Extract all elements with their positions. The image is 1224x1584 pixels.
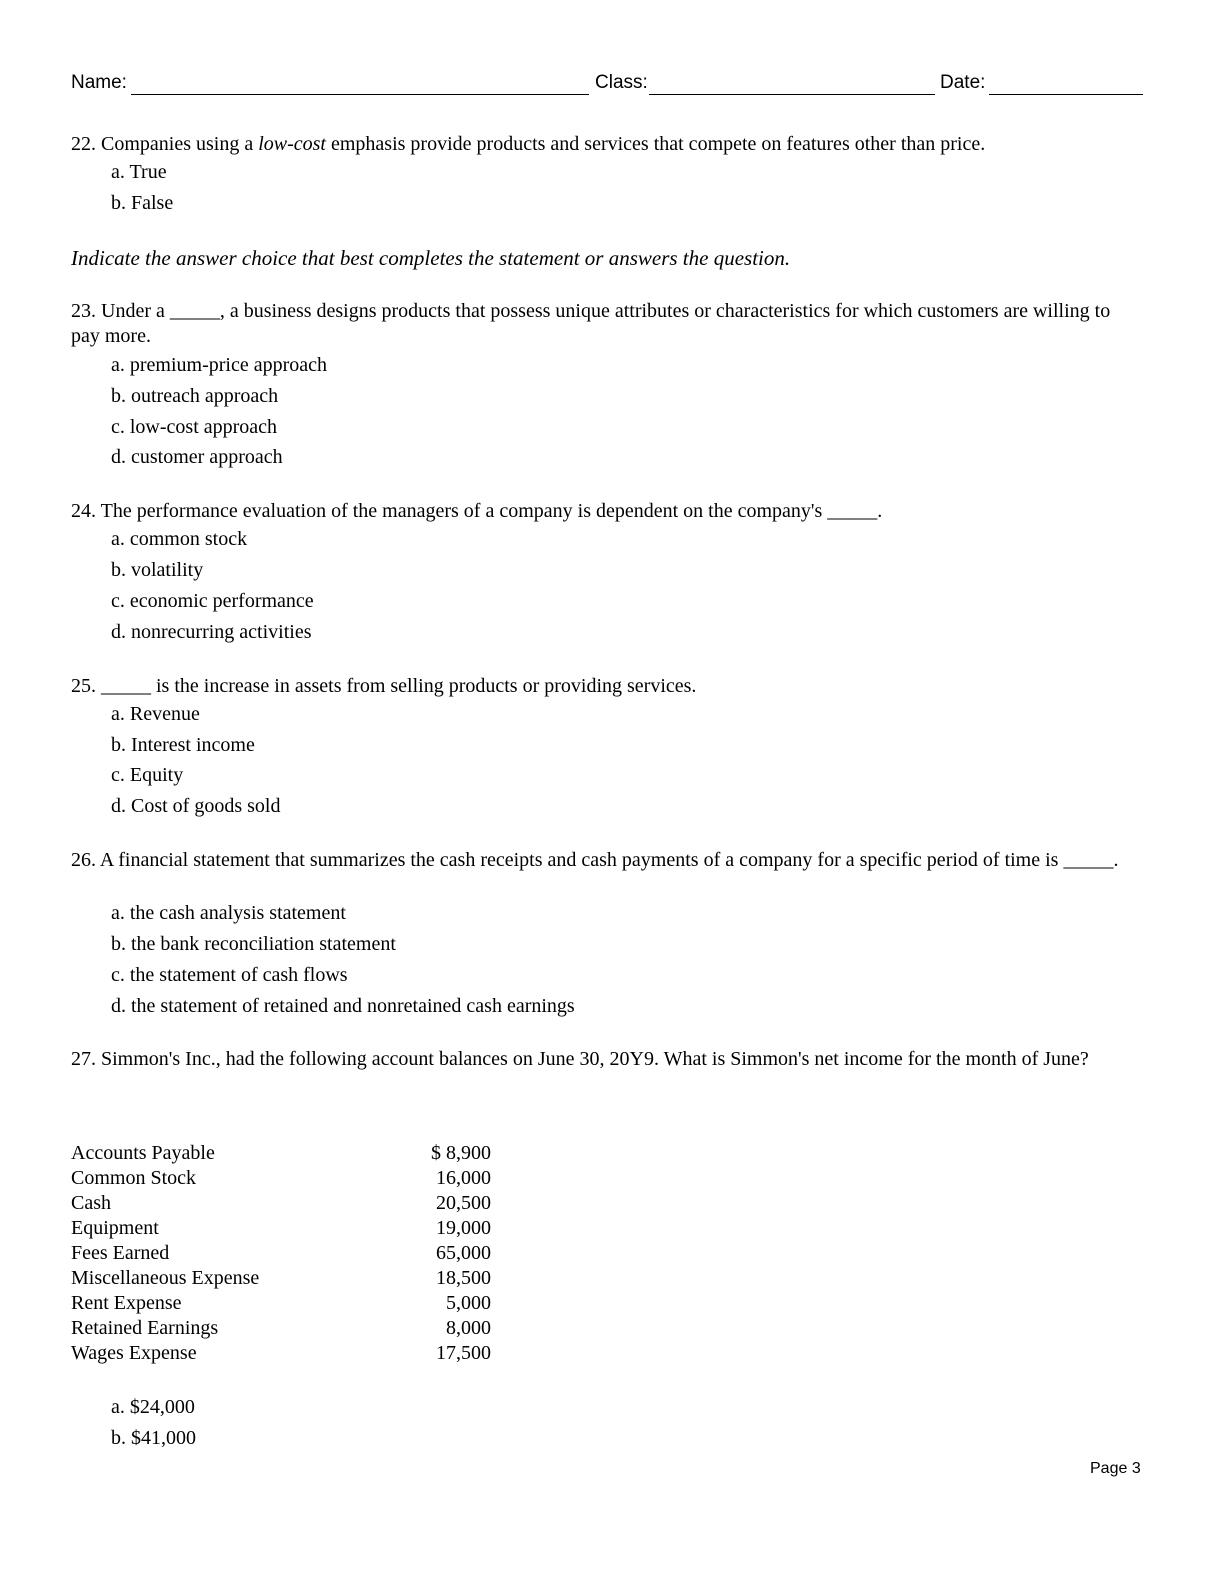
date-field-line[interactable] [989,94,1143,95]
account-amount: 18,500 [436,1267,491,1289]
table-row [71,1341,491,1366]
q25-option-d[interactable]: d. Cost of goods sold [111,795,281,817]
q26-option-c[interactable]: c. the statement of cash flows [111,964,348,986]
account-amount: 20,500 [436,1192,491,1214]
account-amount: 65,000 [436,1242,491,1264]
account-name: Rent Expense [71,1292,182,1314]
q22-stem-pre: 22. Companies using a [71,133,259,155]
account-balances-table [71,1141,491,1366]
account-amount: 16,000 [436,1167,491,1189]
name-label: Name: [71,72,127,93]
account-name: Miscellaneous Expense [71,1267,260,1289]
table-row [71,1291,491,1316]
table-row [71,1191,491,1216]
account-amount: $ 8,900 [431,1142,491,1164]
q22-option-a[interactable]: a. True [111,161,167,183]
account-amount: 8,000 [446,1317,491,1339]
q24-option-c[interactable]: c. economic performance [111,590,314,612]
question-24-stem: 24. The performance evaluation of the managers of a company is dependent on the company's _____. [71,500,883,522]
q24-option-b[interactable]: b. volatility [111,559,204,581]
q24-option-d[interactable]: d. nonrecurring activities [111,621,312,643]
table-row [71,1166,491,1191]
q27-option-a[interactable]: a. $24,000 [111,1396,195,1418]
account-name: Equipment [71,1217,159,1239]
page-header [71,70,1143,98]
class-label: Class: [595,72,648,93]
account-name: Common Stock [71,1167,197,1189]
q23-option-a[interactable]: a. premium-price approach [111,354,328,376]
q25-option-a[interactable]: a. Revenue [111,703,200,725]
q25-option-b[interactable]: b. Interest income [111,734,255,756]
q26-option-a[interactable]: a. the cash analysis statement [111,902,346,924]
section-instruction: Indicate the answer choice that best completes the statement or answers the question. [71,246,791,270]
account-name: Wages Expense [71,1342,197,1364]
table-row [71,1141,491,1166]
q26-option-d[interactable]: d. the statement of retained and nonretained cash earnings [111,995,575,1017]
class-field-line[interactable] [649,94,935,95]
q27-option-b[interactable]: b. $41,000 [111,1427,196,1449]
q26-option-b[interactable]: b. the bank reconciliation statement [111,933,396,955]
name-field-line[interactable] [131,94,589,95]
account-name: Fees Earned [71,1242,170,1264]
question-26-stem: 26. A financial statement that summarizes the cash receipts and cash payments of a company for a specific period of time is _____. [71,849,1119,871]
q23-option-b[interactable]: b. outreach approach [111,385,279,407]
q24-option-a[interactable]: a. common stock [111,528,248,550]
table-row [71,1316,491,1341]
question-27-stem: 27. Simmon's Inc., had the following account balances on June 30, 20Y9. What is Simmon's net income for the month of June? [71,1048,1089,1070]
q22-stem-italic: low-cost [258,133,326,155]
account-name: Accounts Payable [71,1142,215,1164]
question-22-stem [71,132,1136,157]
account-amount: 5,000 [446,1292,491,1314]
table-row [71,1216,491,1241]
account-amount: 19,000 [436,1217,491,1239]
q25-option-c[interactable]: c. Equity [111,764,184,786]
table-row [71,1266,491,1291]
table-row [71,1241,491,1266]
account-name: Cash [71,1192,111,1214]
page-number: Page 3 [1090,1460,1141,1477]
account-name: Retained Earnings [71,1317,219,1339]
q22-option-b[interactable]: b. False [111,192,174,214]
date-label: Date: [940,72,986,93]
question-25-stem: 25. _____ is the increase in assets from selling products or providing services. [71,675,697,697]
account-amount: 17,500 [436,1342,491,1364]
q23-option-d[interactable]: d. customer approach [111,446,283,468]
question-23-stem: 23. Under a _____, a business designs products that possess unique attributes or characteristics for which customers are willing to pay more. [71,300,1111,347]
q22-stem-post: emphasis provide products and services that compete on features other than price. [326,133,986,155]
q23-option-c[interactable]: c. low-cost approach [111,416,278,438]
